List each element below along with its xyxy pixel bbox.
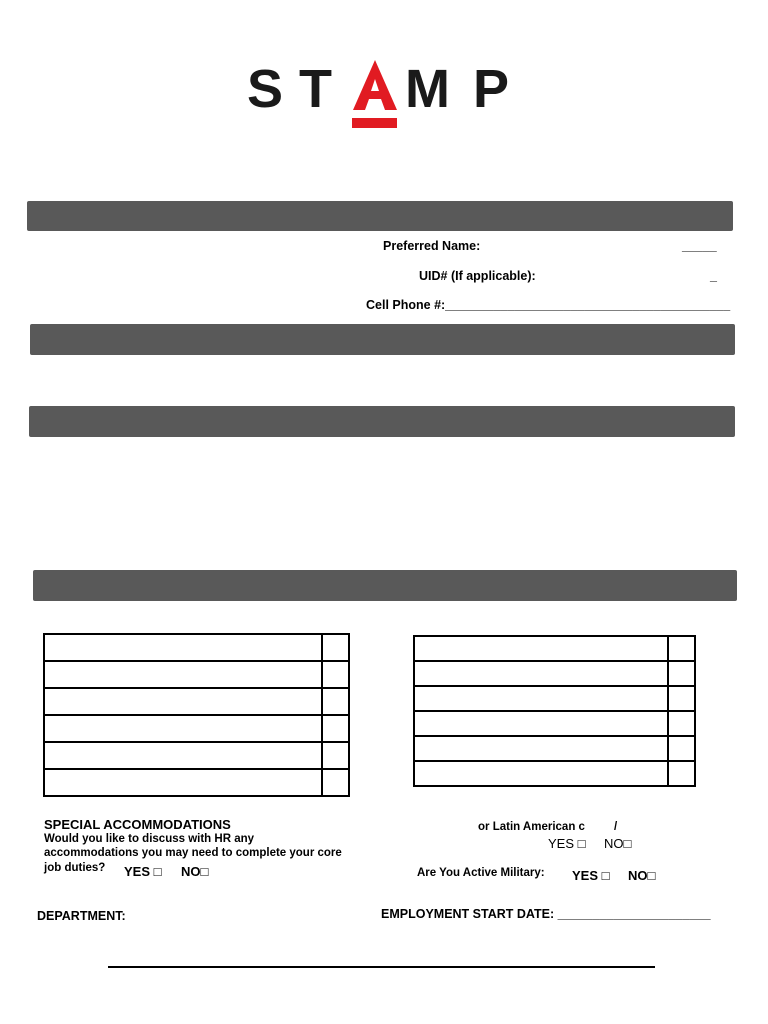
table-row	[44, 634, 349, 661]
department-label: DEPARTMENT:	[37, 909, 126, 923]
right-checkbox-table	[413, 635, 696, 787]
checkbox-cell[interactable]	[668, 661, 695, 686]
latin-no-checkbox[interactable]: NO□	[604, 836, 632, 851]
section-bar-3	[29, 406, 735, 437]
checkbox-cell[interactable]	[668, 686, 695, 711]
table-row	[414, 686, 695, 711]
table-cell	[414, 636, 668, 661]
signature-line	[108, 966, 655, 968]
section-bar-2	[30, 324, 735, 355]
cell-phone-field[interactable]: Cell Phone #:_________________________________________	[366, 298, 731, 312]
special-accommodations-heading: SPECIAL ACCOMMODATIONS	[44, 817, 231, 832]
accommodations-line-2: accommodations you may need to complete your core	[44, 847, 342, 859]
checkbox-cell[interactable]	[668, 636, 695, 661]
table-cell	[414, 736, 668, 761]
logo-letter-m: M	[405, 59, 450, 119]
uid-blank[interactable]: _	[710, 269, 717, 283]
table-cell	[414, 711, 668, 736]
military-no-checkbox[interactable]: NO□	[628, 868, 656, 883]
accommodations-line-3: job duties?	[44, 862, 106, 874]
logo-letter-a	[353, 60, 397, 110]
accommodations-no-checkbox[interactable]: NO□	[181, 864, 209, 879]
checkbox-cell[interactable]	[668, 711, 695, 736]
table-row	[44, 688, 349, 715]
latin-american-text: or Latin American c	[478, 821, 585, 833]
left-checkbox-table	[43, 633, 350, 797]
table-row	[414, 661, 695, 686]
table-row	[414, 711, 695, 736]
latin-yes-checkbox[interactable]: YES □	[548, 836, 586, 851]
latin-american-slash: /	[614, 821, 618, 833]
table-row	[44, 661, 349, 688]
table-cell	[44, 715, 322, 742]
stamp-logo	[247, 58, 519, 132]
checkbox-cell[interactable]	[322, 742, 349, 769]
military-yes-checkbox[interactable]: YES □	[572, 868, 610, 883]
logo-letter-t: T	[299, 59, 332, 119]
checkbox-cell[interactable]	[322, 715, 349, 742]
table-cell	[44, 742, 322, 769]
uid-label: UID# (If applicable):	[419, 269, 536, 283]
logo-underline	[352, 118, 397, 128]
military-question: Are You Active Military:	[417, 867, 545, 879]
table-row	[44, 742, 349, 769]
employment-start-date-field[interactable]: EMPLOYMENT START DATE: ______________________	[381, 907, 711, 921]
checkbox-cell[interactable]	[668, 761, 695, 786]
accommodations-yes-checkbox[interactable]: YES □	[124, 864, 162, 879]
checkbox-cell[interactable]	[322, 634, 349, 661]
table-cell	[44, 634, 322, 661]
table-row	[414, 736, 695, 761]
checkbox-cell[interactable]	[322, 661, 349, 688]
table-cell	[414, 761, 668, 786]
logo-letter-s: S	[247, 59, 284, 119]
table-cell	[44, 769, 322, 796]
logo-letter-p: P	[473, 59, 510, 119]
checkbox-cell[interactable]	[322, 769, 349, 796]
table-row	[414, 761, 695, 786]
preferred-name-label: Preferred Name:	[383, 239, 481, 253]
checkbox-cell[interactable]	[322, 688, 349, 715]
table-row	[44, 769, 349, 796]
table-cell	[414, 661, 668, 686]
preferred-name-blank[interactable]: _____	[682, 239, 717, 253]
table-cell	[414, 686, 668, 711]
section-bar-4	[33, 570, 737, 601]
table-cell	[44, 688, 322, 715]
table-cell	[44, 661, 322, 688]
accommodations-line-1: Would you like to discuss with HR any	[44, 833, 255, 845]
section-bar-1	[27, 201, 733, 231]
checkbox-cell[interactable]	[668, 736, 695, 761]
table-row	[414, 636, 695, 661]
table-row	[44, 715, 349, 742]
